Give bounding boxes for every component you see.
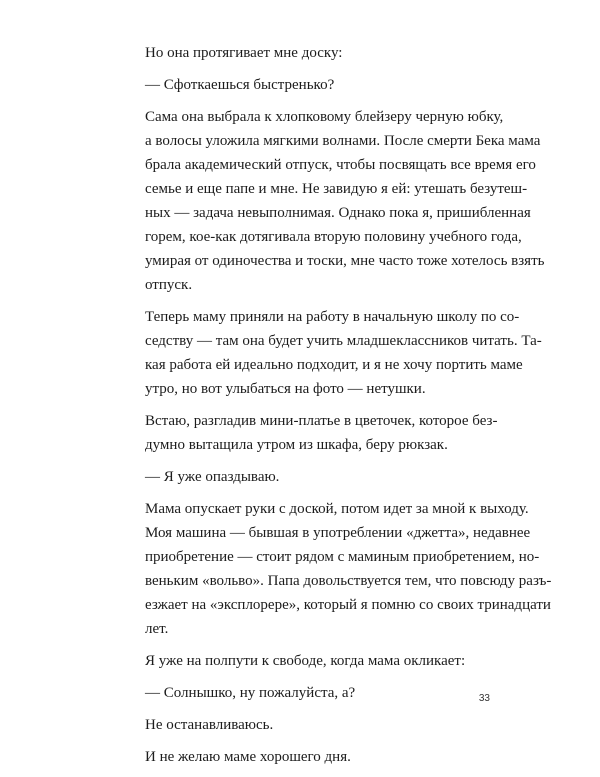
text-line: Сама она выбрала к хлопковому блейзеру черную юбку, [145, 109, 504, 125]
paragraph [118, 497, 552, 641]
paragraph [118, 305, 542, 401]
text-line: лет. [145, 621, 169, 637]
text-line: Теперь маму приняли на работу в начальную школу по со- [145, 309, 520, 325]
text-line: Моя машина — бывшая в употреблении «джетта», недавнее [145, 525, 531, 541]
text-line: Встаю, разгладив мини-платье в цветочек, которое без- [145, 413, 498, 429]
text-line: а волосы уложила мягкими волнами. После смерти Бека мама [145, 133, 541, 149]
dialogue-line [118, 73, 488, 97]
text-line: умирая от одиночества и тоски, мне часто тоже хотелось взять [145, 253, 545, 269]
page-number: 33 [478, 693, 490, 704]
text-line: езжает на «эксплорере», который я помню со своих тринадцати [145, 597, 551, 613]
text-line: Я уже на полпути к свободе, когда мама окликает: [145, 653, 466, 669]
text-line: Но она протягивает мне доску: [145, 45, 343, 61]
text-line: И не желаю маме хорошего дня. [145, 749, 351, 765]
paragraph [118, 745, 488, 769]
paragraph [118, 41, 488, 65]
text-line: Не останавливаюсь. [145, 717, 274, 733]
text-line: Мама опускает руки с доской, потом идет за мной к выходу. [145, 501, 529, 517]
text-line: — Я уже опаздываю. [145, 469, 280, 485]
text-line: веньким «вольво». Папа довольствуется тем, что повсюду разъ- [145, 573, 552, 589]
paragraph [118, 105, 545, 297]
text-line: ных — задача невыполнимая. Однако пока я, пришибленная [145, 205, 531, 221]
dialogue-line [118, 465, 488, 489]
text-line: отпуск. [145, 277, 193, 293]
dialogue-line [118, 681, 488, 705]
paragraph [118, 649, 488, 673]
text-line: думно вытащила утром из шкафа, беру рюкзак. [145, 437, 448, 453]
text-line: — Сфоткаешься быстренько? [145, 77, 335, 93]
paragraph [118, 409, 498, 457]
text-line: брала академический отпуск, чтобы посвящать все время его [145, 157, 536, 173]
text-line: — Солнышко, ну пожалуйста, а? [145, 685, 356, 701]
body-text [118, 41, 552, 777]
text-line: семье и еще папе и мне. Не завидую я ей: утешать безутеш- [145, 181, 528, 197]
text-line: кая работа ей идеально подходит, и я не хочу портить маме [145, 357, 523, 373]
paragraph [118, 713, 488, 737]
text-line: горем, кое-как дотягивала вторую половину учебного года, [145, 229, 522, 245]
text-line: приобретение — стоит рядом с маминым приобретением, но- [145, 549, 540, 565]
text-line: седству — там она будет учить младшеклассников читать. Та- [145, 333, 542, 349]
text-line: утро, но вот улыбаться на фото — нетушки. [145, 381, 426, 397]
